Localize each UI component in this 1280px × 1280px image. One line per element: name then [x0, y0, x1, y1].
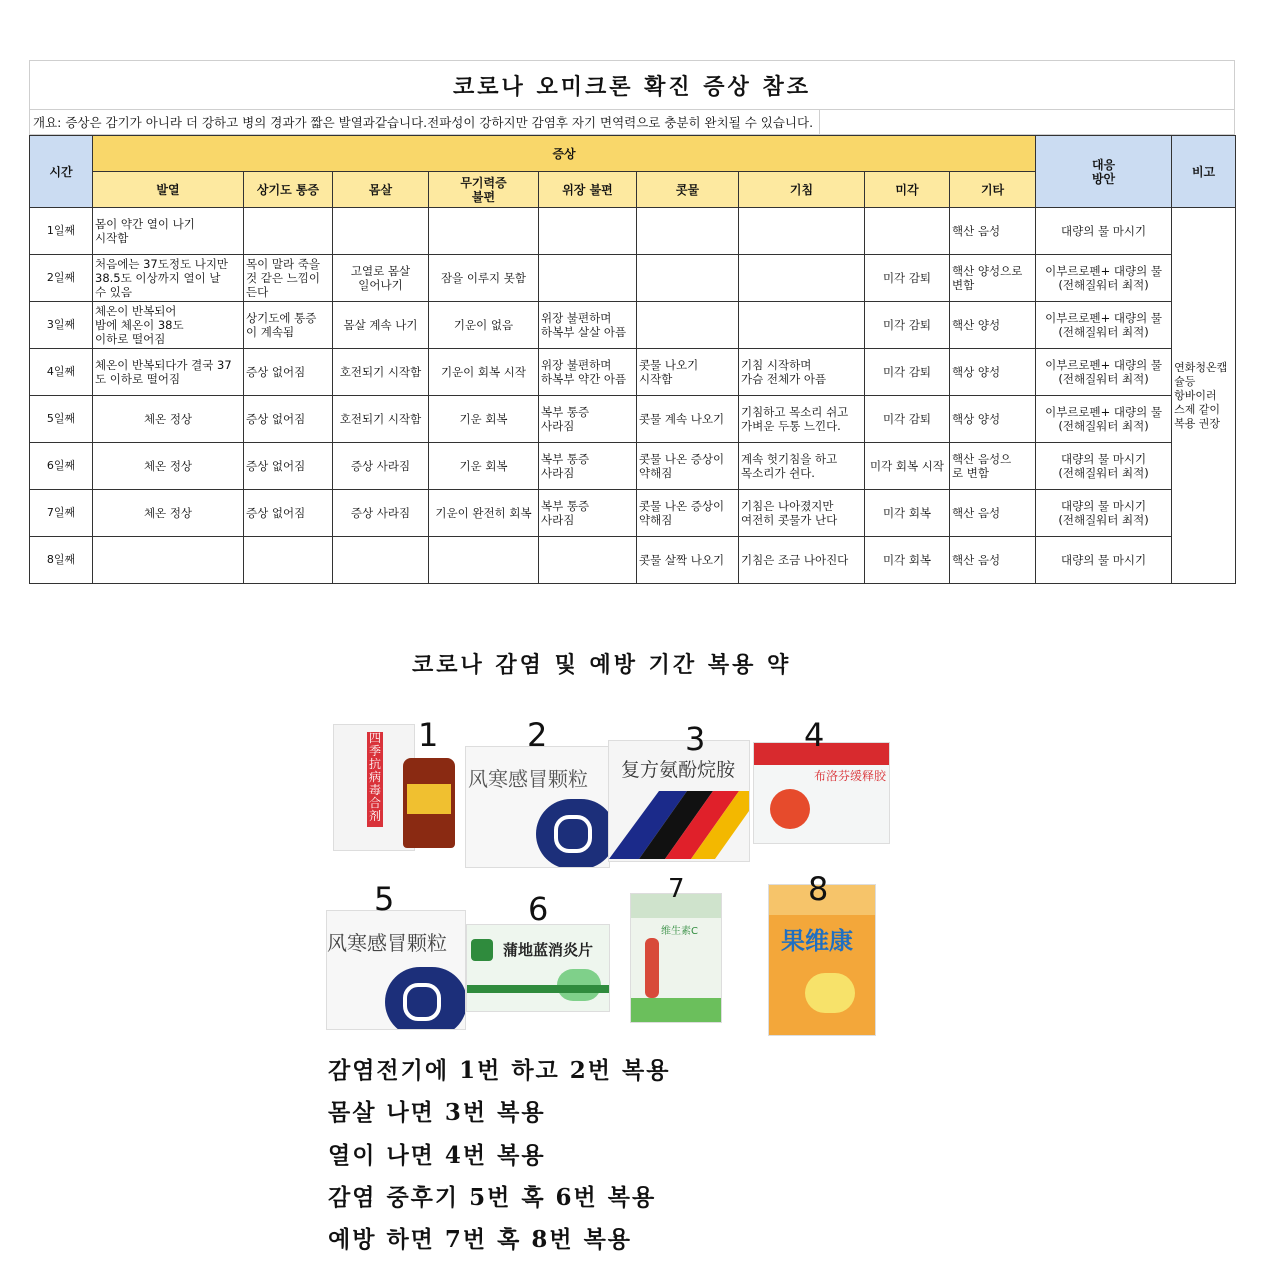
- symptom-cell: [739, 208, 865, 255]
- note-cell: 연화청온캡 슐등 항바이러 스제 같이 복용 권장: [1172, 208, 1236, 584]
- header-col-0: 발열: [93, 172, 244, 208]
- header-col-4: 위장 불편: [539, 172, 637, 208]
- sheet-title: 코로나 오미크론 확진 증상 참조: [29, 60, 1235, 109]
- symptom-cell: 기운이 회복 시작: [429, 349, 539, 396]
- sheet-summary: 개요: 증상은 감기가 아니라 더 강하고 병의 경과가 짧은 발열과같습니다.전파성이 강하지만 감염후 자기 면역력으로 충분히 완치될 수 있습니다.: [33, 110, 820, 134]
- product-3-stripes: [609, 741, 749, 861]
- symptom-cell: 미각 감퇴: [865, 255, 950, 302]
- symptom-cell: [637, 208, 739, 255]
- product-3-image: [608, 740, 750, 862]
- symptom-cell: [539, 255, 637, 302]
- symptom-cell: 미각 감퇴: [865, 349, 950, 396]
- day-cell: 8일째: [30, 537, 93, 584]
- sheet-summary-row: [29, 109, 1235, 135]
- product-1-label: 四季抗病毒合剂: [367, 732, 383, 827]
- instruction-5: 예방 하면 7번 혹 8번 복용: [328, 1226, 633, 1253]
- day-cell: 7일째: [30, 490, 93, 537]
- symptom-cell: 핵산 양성으로 변함: [950, 255, 1036, 302]
- product-7-image: [630, 893, 722, 1023]
- symptom-cell: [244, 537, 333, 584]
- symptom-cell: [333, 208, 429, 255]
- symptom-cell: 기침하고 목소리 쉬고 가벼운 두통 느낀다.: [739, 396, 865, 443]
- table-row: [30, 443, 1236, 490]
- header-col-8: 기타: [950, 172, 1036, 208]
- symptom-cell: 몸살 계속 나기: [333, 302, 429, 349]
- symptom-cell: [637, 255, 739, 302]
- day-cell: 5일째: [30, 396, 93, 443]
- symptom-cell: 복부 통증 사라짐: [539, 443, 637, 490]
- symptom-cell: 핵산 음성: [950, 537, 1036, 584]
- product-2-label: 风寒感冒颗粒: [468, 767, 588, 791]
- instruction-4: 감염 중후기 5번 혹 6번 복용: [328, 1184, 657, 1211]
- symptom-cell: 미각 감퇴: [865, 302, 950, 349]
- symptom-cell: 위장 불편하며 하복부 약간 아픔: [539, 349, 637, 396]
- header-col-7: 미각: [865, 172, 950, 208]
- day-cell: 6일째: [30, 443, 93, 490]
- symptom-cell: 복부 통증 사라짐: [539, 490, 637, 537]
- symptom-cell: 기침은 조금 나아진다: [739, 537, 865, 584]
- symptom-cell: 처음에는 37도정도 나지만 38.5도 이상까지 열이 날 수 있음: [93, 255, 244, 302]
- symptom-cell: 기침 시작하며 가슴 전체가 아픔: [739, 349, 865, 396]
- symptom-cell: 호전되기 시작함: [333, 396, 429, 443]
- product-7-label: 维生素C: [661, 926, 698, 937]
- instruction-3: 열이 나면 4번 복용: [328, 1142, 546, 1169]
- day-cell: 3일째: [30, 302, 93, 349]
- table-row: [30, 490, 1236, 537]
- symptom-cell: 콧물 나온 증상이 약해짐: [637, 443, 739, 490]
- response-cell: 이부르로펜+ 대량의 물 (전해질워터 최적): [1036, 396, 1172, 443]
- response-cell: 대량의 물 마시기: [1036, 208, 1172, 255]
- symptom-cell: 증상 없어짐: [244, 349, 333, 396]
- symptom-cell: 체온 정상: [93, 396, 244, 443]
- product-2-number: 2: [527, 716, 548, 754]
- symptom-cell: 핵산 음성: [950, 490, 1036, 537]
- symptom-cell: 몸이 약간 열이 나기 시작함: [93, 208, 244, 255]
- symptom-cell: 계속 헛기침을 하고 목소리가 쉰다.: [739, 443, 865, 490]
- symptom-sheet: [29, 60, 1235, 584]
- symptom-cell: 미각 감퇴: [865, 396, 950, 443]
- header-col-2: 몸살: [333, 172, 429, 208]
- symptom-table: [29, 135, 1236, 584]
- symptom-cell: [333, 537, 429, 584]
- product-8-label: 果维康: [781, 927, 853, 955]
- symptom-cell: [739, 302, 865, 349]
- symptom-cell: 고열로 몸살 일어나기: [333, 255, 429, 302]
- product-6-number: 6: [528, 890, 549, 928]
- response-cell: 이부르로펜+ 대량의 물 (전해질워터 최적): [1036, 349, 1172, 396]
- header-col-1: 상기도 통증: [244, 172, 333, 208]
- response-cell: 대량의 물 마시기: [1036, 537, 1172, 584]
- product-5-label: 风寒感冒颗粒: [327, 931, 447, 955]
- symptom-cell: 핵상 양성: [950, 396, 1036, 443]
- product-1-number: 1: [418, 716, 439, 754]
- symptom-cell: 기침은 나아졌지만 여전히 콧물가 난다: [739, 490, 865, 537]
- instruction-1: 감염전기에 1번 하고 2번 복용: [328, 1057, 671, 1084]
- product-4-label: 布洛芬缓释胶: [814, 769, 887, 783]
- response-cell: 이부르로펜+ 대량의 물 (전해질워터 최적): [1036, 255, 1172, 302]
- day-cell: 4일째: [30, 349, 93, 396]
- product-7-number: 7: [668, 874, 685, 904]
- symptom-cell: 증상 없어짐: [244, 490, 333, 537]
- symptom-cell: [539, 537, 637, 584]
- header-symptom: 증상: [93, 136, 1036, 172]
- symptom-cell: 미각 회복 시작: [865, 443, 950, 490]
- symptom-cell: [429, 537, 539, 584]
- day-cell: 1일째: [30, 208, 93, 255]
- product-2-image: [465, 746, 610, 868]
- symptom-cell: 기운이 완전히 회복: [429, 490, 539, 537]
- product-6-label: 蒲地蓝消炎片: [503, 941, 594, 959]
- table-row: [30, 396, 1236, 443]
- symptom-cell: 상기도에 통증 이 계속됨: [244, 302, 333, 349]
- symptom-cell: 체온이 반복되어 밤에 체온이 38도 이하로 떨어짐: [93, 302, 244, 349]
- symptom-cell: [739, 255, 865, 302]
- symptom-cell: [244, 208, 333, 255]
- symptom-cell: 콧물 나온 증상이 약해짐: [637, 490, 739, 537]
- symptom-cell: 체온이 반복되다가 결국 37 도 이하로 떨어짐: [93, 349, 244, 396]
- symptom-cell: 잠을 이루지 못함: [429, 255, 539, 302]
- product-4-image: [753, 742, 890, 844]
- symptom-cell: 목이 말라 죽을 것 같은 느낌이 든다: [244, 255, 333, 302]
- medicine-title: 코로나 감염 및 예방 기간 복용 약: [412, 652, 792, 678]
- table-row: [30, 302, 1236, 349]
- table-row: [30, 349, 1236, 396]
- symptom-cell: 체온 정상: [93, 443, 244, 490]
- header-time: 시간: [30, 136, 93, 208]
- symptom-cell: [637, 302, 739, 349]
- product-3-label: 复方氨酚烷胺: [621, 759, 736, 781]
- product-8-number: 8: [808, 870, 829, 908]
- header-note: 비고: [1172, 136, 1236, 208]
- response-cell: 대량의 물 마시기 (전해질워터 최적): [1036, 490, 1172, 537]
- symptom-cell: 위장 불편하며 하복부 살살 아픔: [539, 302, 637, 349]
- symptom-cell: 미각 회복: [865, 490, 950, 537]
- symptom-cell: 핵산 음성: [950, 208, 1036, 255]
- table-row: [30, 255, 1236, 302]
- symptom-cell: [429, 208, 539, 255]
- table-row: [30, 208, 1236, 255]
- symptom-cell: [865, 208, 950, 255]
- symptom-cell: 핵상 양성: [950, 349, 1036, 396]
- product-1-image: [333, 724, 458, 852]
- symptom-cell: 호전되기 시작함: [333, 349, 429, 396]
- product-5-image: [326, 910, 466, 1030]
- product-5-number: 5: [374, 880, 395, 918]
- symptom-cell: 복부 통증 사라짐: [539, 396, 637, 443]
- symptom-cell: 증상 없어짐: [244, 443, 333, 490]
- symptom-cell: 기운 회복: [429, 396, 539, 443]
- instruction-2: 몸살 나면 3번 복용: [328, 1099, 546, 1126]
- product-6-image: [466, 924, 610, 1012]
- day-cell: 2일째: [30, 255, 93, 302]
- product-4-number: 4: [804, 716, 825, 754]
- symptom-cell: 증상 없어짐: [244, 396, 333, 443]
- symptom-cell: 콧물 계속 나오기: [637, 396, 739, 443]
- symptom-cell: 체온 정상: [93, 490, 244, 537]
- product-3-number: 3: [685, 720, 706, 758]
- symptom-cell: 핵산 양성: [950, 302, 1036, 349]
- symptom-cell: 미각 회복: [865, 537, 950, 584]
- symptom-cell: 핵산 음성으 로 변함: [950, 443, 1036, 490]
- symptom-cell: 콧물 살짝 나오기: [637, 537, 739, 584]
- header-col-5: 콧물: [637, 172, 739, 208]
- header-response: 대응 방안: [1036, 136, 1172, 208]
- response-cell: 대량의 물 마시기 (전해질워터 최적): [1036, 443, 1172, 490]
- symptom-cell: 기운 회복: [429, 443, 539, 490]
- symptom-cell: 기운이 없음: [429, 302, 539, 349]
- symptom-cell: 콧물 나오기 시작함: [637, 349, 739, 396]
- symptom-cell: 증상 사라짐: [333, 490, 429, 537]
- symptom-cell: [93, 537, 244, 584]
- response-cell: 이부르로펜+ 대량의 물 (전해질워터 최적): [1036, 302, 1172, 349]
- symptom-cell: 증상 사라짐: [333, 443, 429, 490]
- header-col-6: 기침: [739, 172, 865, 208]
- table-row: [30, 537, 1236, 584]
- header-col-3: 무기력증 불편: [429, 172, 539, 208]
- symptom-cell: [539, 208, 637, 255]
